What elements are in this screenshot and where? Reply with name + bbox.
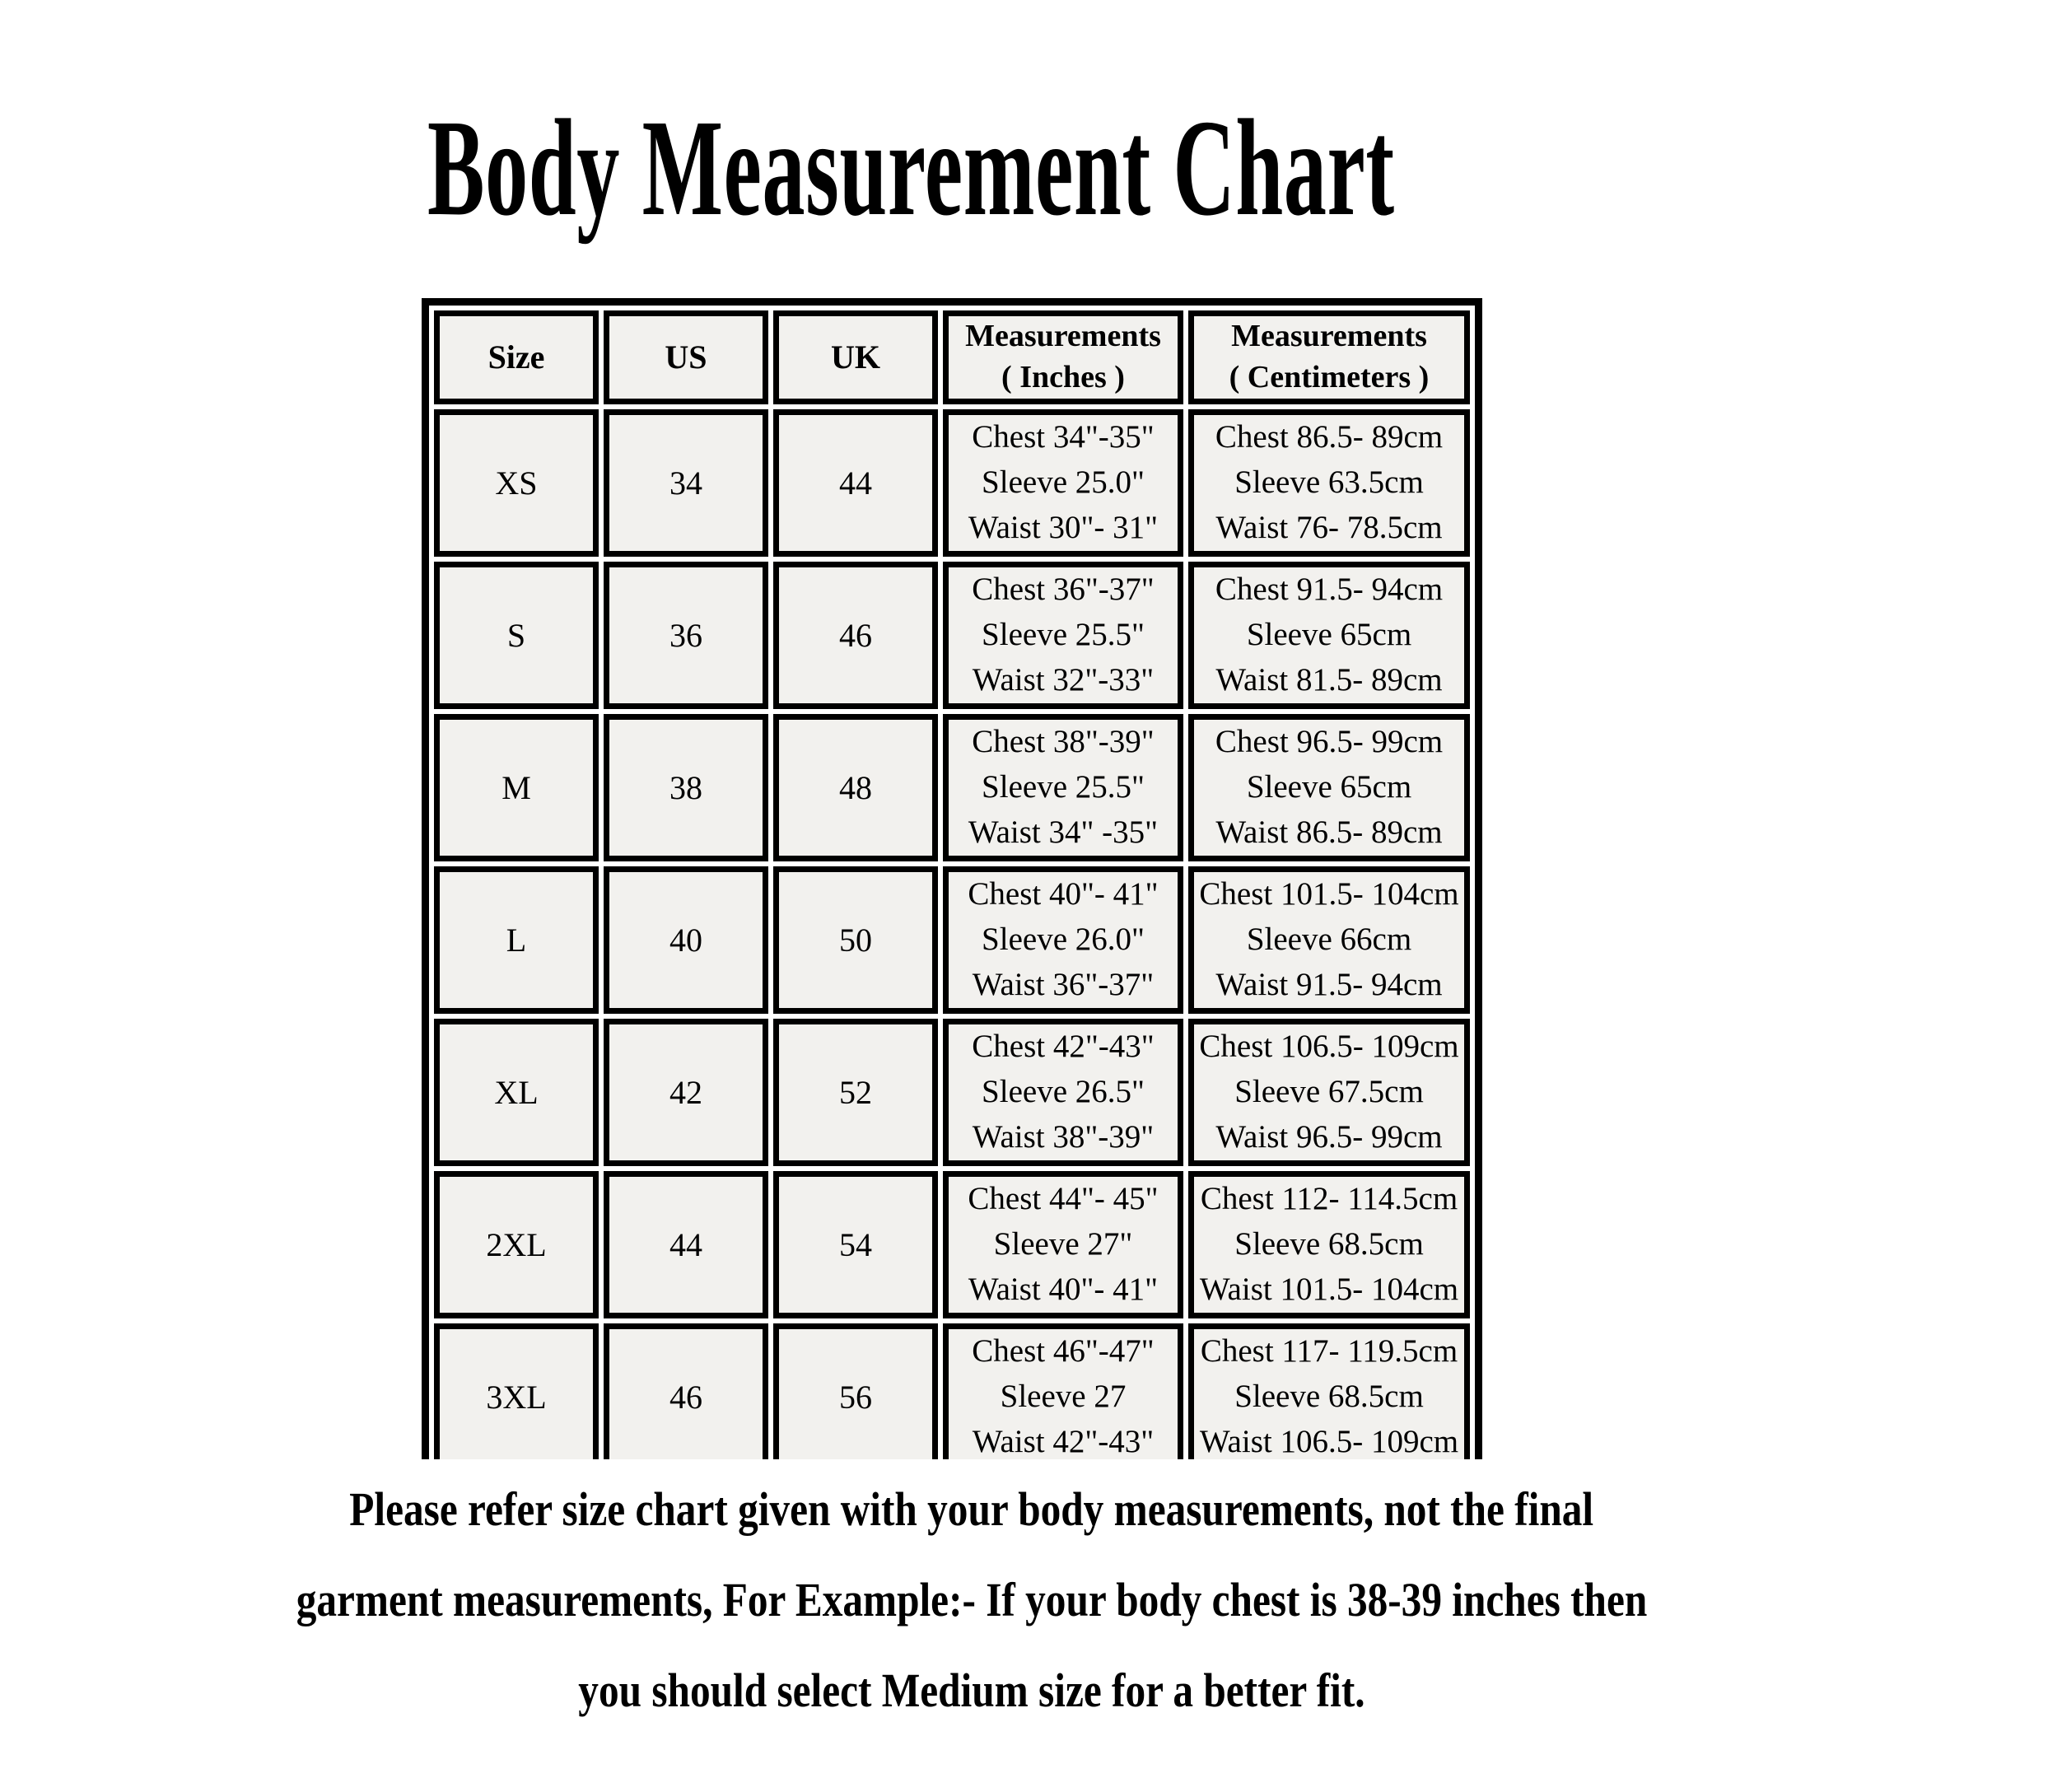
measurement-line: Waist 36"-37": [972, 967, 1155, 1003]
size-cell: L: [434, 866, 599, 1014]
measurement-line: Waist 86.5- 89cm: [1215, 814, 1443, 851]
measurement-line: Chest 36"-37": [972, 572, 1155, 608]
us-cell: 42: [604, 1019, 768, 1166]
column-header-size: Size: [434, 310, 599, 404]
measurement-line: Sleeve 27": [993, 1226, 1133, 1262]
us-cell: 46: [604, 1323, 768, 1459]
inches-cell: [943, 562, 1183, 709]
inches-cell: [943, 866, 1183, 1014]
measurement-line: Waist 38"-39": [972, 1119, 1155, 1155]
measurement-line: Waist 76- 78.5cm: [1215, 510, 1443, 546]
table-row: [434, 1019, 1470, 1166]
us-cell: 40: [604, 866, 768, 1014]
measurement-line: Sleeve 66cm: [1246, 922, 1412, 958]
size-cell: XS: [434, 409, 599, 557]
measurement-line: Chest 91.5- 94cm: [1215, 572, 1444, 608]
inches-cell: [943, 1323, 1183, 1459]
measurement-line: Sleeve 25.5": [982, 769, 1145, 805]
measurement-line: Chest 46"-47": [972, 1333, 1155, 1370]
centimeters-cell: [1188, 1323, 1470, 1459]
measurement-line: Sleeve 65cm: [1246, 769, 1412, 805]
us-cell: 44: [604, 1171, 768, 1318]
page-title: Body Measurement Chart: [427, 91, 1395, 245]
column-header-us: US: [604, 310, 768, 404]
size-chart-table: [422, 298, 1482, 1459]
measurement-line: Chest 86.5- 89cm: [1215, 419, 1444, 455]
centimeters-cell: [1188, 714, 1470, 861]
centimeters-cell: [1188, 1171, 1470, 1318]
measurement-line: Chest 96.5- 99cm: [1215, 724, 1444, 760]
measurement-line: Chest 112- 114.5cm: [1200, 1181, 1458, 1217]
measurement-line: Sleeve 68.5cm: [1234, 1226, 1424, 1262]
page-title-container: [0, 91, 1822, 245]
size-cell: S: [434, 562, 599, 709]
measurement-line: Waist 81.5- 89cm: [1215, 662, 1443, 698]
measurement-line: Chest 44"- 45": [968, 1181, 1159, 1217]
size-chart-header: [434, 310, 1470, 404]
table-row: [434, 714, 1470, 861]
header-row: [434, 310, 1470, 404]
measurement-line: Sleeve 65cm: [1246, 617, 1412, 653]
measurement-line: Chest 101.5- 104cm: [1199, 876, 1459, 912]
size-cell: 3XL: [434, 1323, 599, 1459]
measurement-line: Chest 117- 119.5cm: [1200, 1333, 1458, 1370]
column-header-uk: UK: [773, 310, 938, 404]
measurement-line: Waist 32"-33": [972, 662, 1155, 698]
table-row: [434, 866, 1470, 1014]
measurement-line: Waist 101.5- 104cm: [1199, 1272, 1459, 1308]
centimeters-cell: [1188, 562, 1470, 709]
us-cell: 38: [604, 714, 768, 861]
measurement-line: Sleeve 63.5cm: [1234, 464, 1424, 501]
column-header-centimeters-line1: Measurements: [1231, 319, 1427, 354]
uk-cell: 54: [773, 1171, 938, 1318]
inches-cell: [943, 409, 1183, 557]
table-row: [434, 562, 1470, 709]
uk-cell: 48: [773, 714, 938, 861]
measurement-line: Sleeve 27: [1000, 1379, 1127, 1415]
size-table-body: [434, 409, 1470, 1459]
column-header-inches: [943, 310, 1183, 404]
measurement-line: Sleeve 25.0": [982, 464, 1145, 501]
centimeters-cell: [1188, 1019, 1470, 1166]
column-header-centimeters-line2: ( Centimeters ): [1229, 360, 1430, 395]
uk-cell: 52: [773, 1019, 938, 1166]
size-cell: XL: [434, 1019, 599, 1166]
measurement-line: Chest 40"- 41": [968, 876, 1159, 912]
centimeters-cell: [1188, 866, 1470, 1014]
table-row: [434, 1323, 1470, 1459]
measurement-line: Waist 106.5- 109cm: [1199, 1424, 1459, 1459]
measurement-line: Waist 30"- 31": [968, 510, 1159, 546]
us-cell: 36: [604, 562, 768, 709]
measurement-line: Sleeve 68.5cm: [1234, 1379, 1424, 1415]
size-cell: M: [434, 714, 599, 861]
size-cell: 2XL: [434, 1171, 599, 1318]
measurement-line: Waist 34" -35": [968, 814, 1159, 851]
column-header-centimeters: [1188, 310, 1470, 404]
size-chart-container: [422, 298, 1492, 1459]
table-row: [434, 1171, 1470, 1318]
inches-cell: [943, 1019, 1183, 1166]
measurement-line: Waist 91.5- 94cm: [1215, 967, 1443, 1003]
uk-cell: 46: [773, 562, 938, 709]
measurement-line: Chest 38"-39": [972, 724, 1155, 760]
footer-note-line-2: garment measurements, For Example:- If your body chest is 38-39 inches then: [296, 1573, 1648, 1626]
inches-cell: [943, 714, 1183, 861]
measurement-line: Waist 42"-43": [972, 1424, 1155, 1459]
measurement-line: Waist 96.5- 99cm: [1215, 1119, 1443, 1155]
measurement-line: Chest 106.5- 109cm: [1199, 1029, 1459, 1065]
measurement-line: Chest 34"-35": [972, 419, 1155, 455]
measurement-line: Sleeve 26.5": [982, 1074, 1145, 1110]
table-row: [434, 409, 1470, 557]
column-header-inches-line2: ( Inches ): [1001, 360, 1125, 395]
footer-note-line-3: you should select Medium size for a better fit.: [578, 1664, 1365, 1717]
centimeters-cell: [1188, 409, 1470, 557]
uk-cell: 56: [773, 1323, 938, 1459]
uk-cell: 50: [773, 866, 938, 1014]
uk-cell: 44: [773, 409, 938, 557]
us-cell: 34: [604, 409, 768, 557]
measurement-line: Chest 42"-43": [972, 1029, 1155, 1065]
measurement-line: Sleeve 67.5cm: [1234, 1074, 1424, 1110]
measurement-line: Sleeve 25.5": [982, 617, 1145, 653]
measurement-line: Waist 40"- 41": [968, 1272, 1159, 1308]
measurement-line: Sleeve 26.0": [982, 922, 1145, 958]
inches-cell: [943, 1171, 1183, 1318]
footer-note-line-1: Please refer size chart given with your body measurements, not the final: [349, 1482, 1594, 1536]
footer-note: [0, 1464, 1943, 1736]
column-header-inches-line1: Measurements: [965, 319, 1161, 354]
